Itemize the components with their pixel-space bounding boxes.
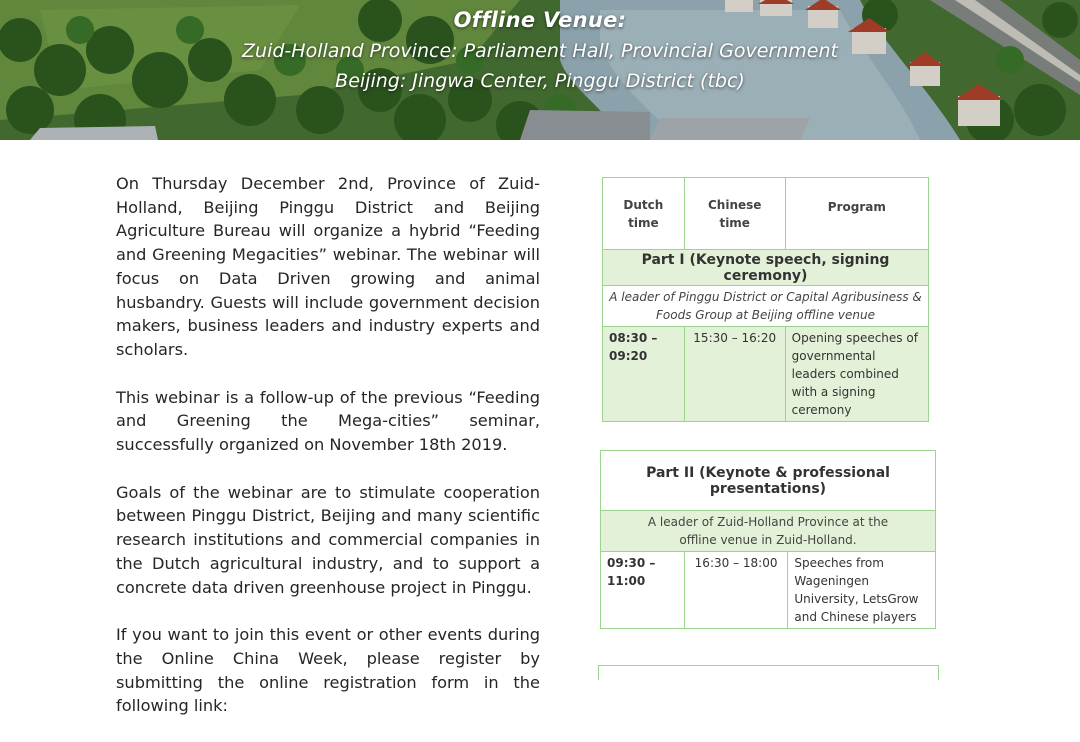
venue-zuid-holland: Zuid-Holland Province: Parliament Hall, Provincial Government [242,40,838,62]
part1-dutch-time: 08:30 – 09:20 [603,327,685,422]
paragraph-intro: On Thursday December 2nd, Province of Zuid-Holland, Beijing Pinggu District and Beijing Agriculture Bureau will organize a hybrid “Feeding and Greening Megacities” webinar. The webinar will focus on Data Driven growing and animal husbandry. Guests will include government decision makers, business leaders and industry experts and scholars. [116,174,540,359]
schedule-table-part1 [602,177,929,422]
header-dutch-time: Dutch time [603,178,685,250]
schedule-header-row [603,178,929,250]
part2-program: Speeches from Wageningen University, LetsGrow and Chinese players [788,552,936,629]
schedule-table-part3 [598,665,939,680]
part1-title: Part I (Keynote speech, signing ceremony) [603,250,929,286]
part1-leader: A leader of Pinggu District or Capital Agribusiness & Foods Group at Beijing offline venue [603,286,929,327]
paragraph-registration: If you want to join this event or other events during the Online China Week, please register by submitting the online registration form in the following link: [116,625,540,716]
part1-chinese-time: 15:30 – 16:20 [684,327,785,422]
part1-session-row [603,327,929,422]
part1-program: Opening speeches of governmental leaders combined with a signing ceremony [785,327,928,422]
part1-leader-row [603,286,929,327]
part2-title-row [601,451,936,511]
paragraph-goals: Goals of the webinar are to stimulate cooperation between Pinggu District, Beijing and many scientific research institutions and commercial companies in the Dutch agricultural industry, and to support a concrete data driven greenhouse project in Pinggu. [116,482,540,597]
part2-title: Part II (Keynote & professional presentations) [601,451,936,511]
part2-dutch-time: 09:30 – 11:00 [601,552,685,629]
paragraph-follow-up: This webinar is a follow-up of the previous “Feeding and Greening the Mega-cities” seminar, successfully organized on November 18th 2019. [116,387,540,455]
schedule-table-part2 [600,450,936,629]
part1-title-row [603,250,929,286]
hero-banner [0,0,1080,140]
part2-session-row [601,552,936,629]
article-body [116,172,540,742]
part2-chinese-time: 16:30 – 18:00 [684,552,788,629]
part2-leader-row [601,511,936,552]
header-program: Program [785,178,928,250]
header-chinese-time: Chinese time [684,178,785,250]
hero-title: Offline Venue: [453,8,627,32]
venue-beijing: Beijing: Jingwa Center, Pinggu District (tbc) [335,70,745,92]
part2-leader: A leader of Zuid-Holland Province at the offline venue in Zuid-Holland. [601,511,936,552]
